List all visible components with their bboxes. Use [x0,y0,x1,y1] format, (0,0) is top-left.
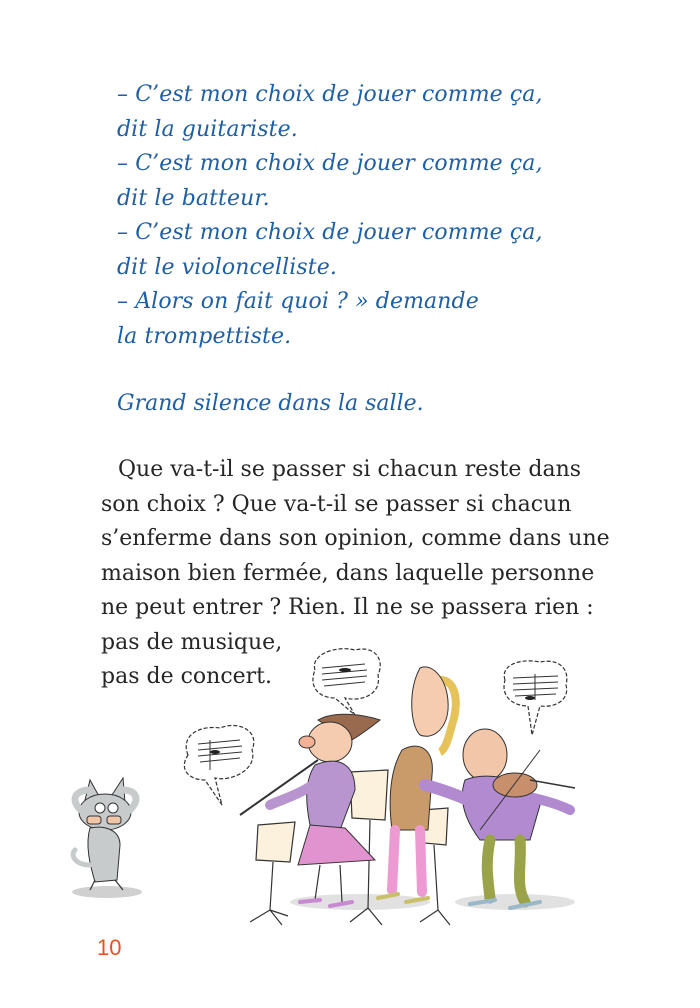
narration-line: s’enferme dans son opinion, comme dans une [101,526,610,551]
dialogue-line: – Alors on fait quoi ? » demande [117,289,479,314]
cat-drawing [45,770,165,910]
narration-line: maison bien fermée, dans laquelle personne [101,560,595,586]
dialogue-line: – C’est mon choix de jouer comme ça, [117,151,543,176]
dialogue-line: – C’est mon choix de jouer comme ça, [117,82,543,107]
speech-bubble-sheet-music-icon [313,649,380,715]
speech-bubble-sheet-music-icon [504,661,567,735]
narration-line: Que va-t-il se passer si chacun reste dans [118,457,582,482]
narration-line: son choix ? Que va-t-il se passer si chacun [101,491,572,517]
dialogue-line: dit la guitariste. [117,116,298,142]
narration-line: pas de concert. [101,664,273,689]
dialogue-line: – C’est mon choix de jouer comme ça, [117,220,543,245]
dialogue-line: dit le violoncelliste. [117,254,337,280]
page-number: 10 [97,935,122,960]
narration-line: ne peut entrer ? Rien. Il ne se passera rien : [101,595,594,620]
dialogue-block [117,78,597,354]
musicians-illustration [170,640,610,940]
dialogue-line: dit le batteur. [117,185,270,211]
violin-icon [493,773,537,797]
silence-line: Grand silence dans la salle. [117,391,424,416]
speech-bubble-sheet-music-icon [184,725,253,805]
music-stand-icon [250,822,295,925]
narration-line: pas de musique, [101,629,283,655]
cat-covering-ears-illustration [45,770,165,910]
dialogue-line: la trompettiste. [117,323,292,349]
musicians-drawing [170,640,610,940]
